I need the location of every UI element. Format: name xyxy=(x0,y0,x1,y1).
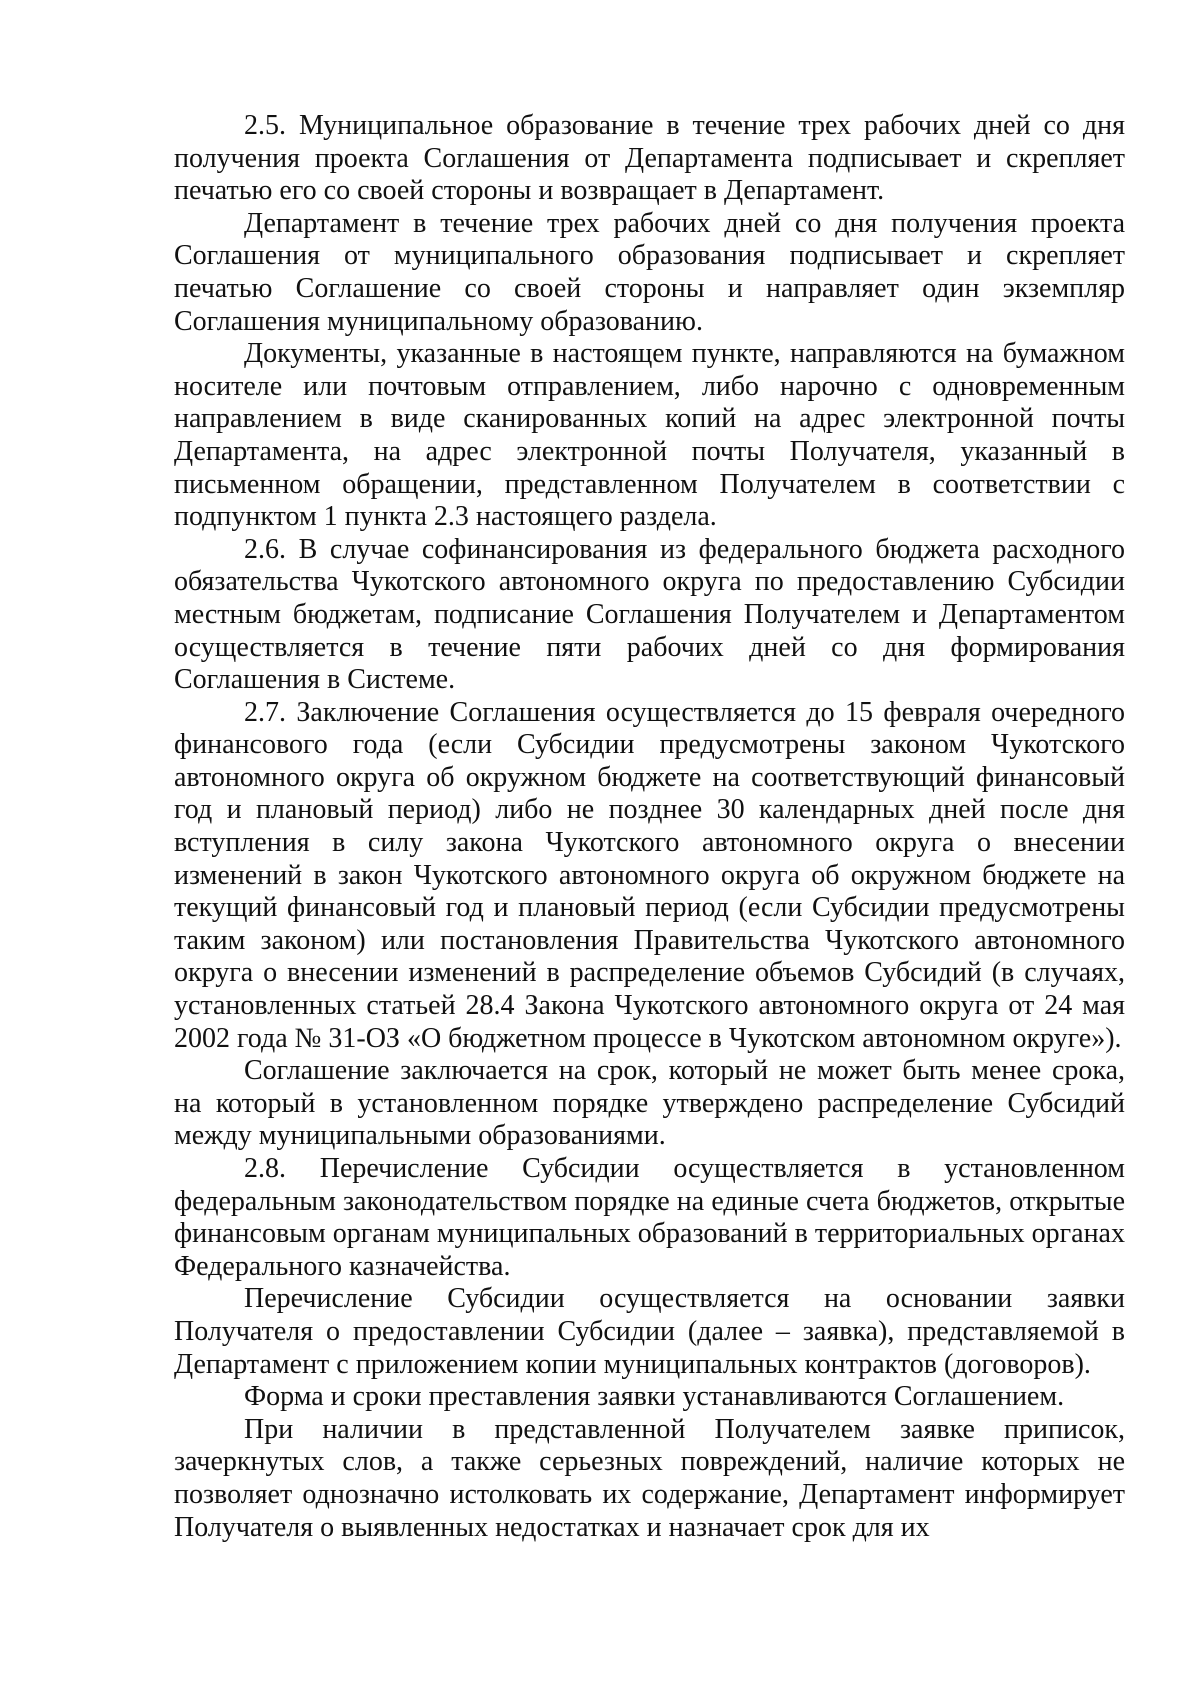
paragraph-transfer-basis: Перечисление Субсидии осуществляется на основании заявки Получателя о предоставлении Субсидии (далее – заявка), представляемой в Департамент с приложением копии муниципальных контрактов (договоров). xyxy=(174,1283,1125,1380)
paragraph-2-7: 2.7. Заключение Соглашения осуществляется до 15 февраля очередного финансового года (если Субсидии предусмотрены законом Чукотского автономного округа об окружном бюджете на соответствующий финансовый год и плановый период) либо не позднее 30 календарных дней после дня вступления в силу закона Чукотского автономного округа о внесении изменений в закон Чукотского автономного округа об окружном бюджете на текущий финансовый год и плановый период (если Субсидии предусмотрены таким законом) или постановления Правительства Чукотского автономного округа о внесении изменений в распределение объемов Субсидий (в случаях, установленных статьей 28.4 Закона Чукотского автономного округа от 24 мая 2002 года № 31-ОЗ «О бюджетном процессе в Чукотском автономном округе»). xyxy=(174,696,1125,1054)
paragraph-application-defects: При наличии в представленной Получателем заявке приписок, зачеркнутых слов, а также серьезных повреждений, наличие которых не позволяет однозначно истолковать их содержание, Департамент информирует Получателя о выявленных недостатках и назначает срок для их xyxy=(174,1413,1125,1543)
paragraph-department-signing: Департамент в течение трех рабочих дней со дня получения проекта Соглашения от муниципального образования подписывает и скрепляет печатью Соглашение со своей стороны и направляет один экземпляр Соглашения муниципальному образованию. xyxy=(174,207,1125,337)
paragraph-application-form: Форма и сроки преставления заявки устанавливаются Соглашением. xyxy=(244,1381,1065,1413)
paragraph-2-8: 2.8. Перечисление Субсидии осуществляется в установленном федеральным законодательством порядке на единые счета бюджетов, открытые финансовым органам муниципальных образований в территориальных органах Федерального казначейства. xyxy=(174,1153,1125,1282)
paragraph-2-6: 2.6. В случае софинансирования из федерального бюджета расходного обязательства Чукотского автономного округа по предоставлению Субсидии местным бюджетам, подписание Соглашения Получателем и Департаментом осуществляется в течение пяти рабочих дней со дня формирования Соглашения в Системе. xyxy=(174,533,1125,696)
document-body xyxy=(174,110,1125,1544)
paragraph-2-5: 2.5. Муниципальное образование в течение трех рабочих дней со дня получения проекта Соглашения от Департамента подписывает и скрепляет печатью его со своей стороны и возвращает в Департамент. xyxy=(174,110,1125,207)
paragraph-agreement-term: Соглашение заключается на срок, который не может быть менее срока, на который в установленном порядке утверждено распределение Субсидий между муниципальными образованиями. xyxy=(174,1055,1125,1152)
paragraph-documents-delivery: Документы, указанные в настоящем пункте, направляются на бумажном носителе или почтовым отправлением, либо нарочно с одновременным направлением в виде сканированных копий на адрес электронной почты Департамента, на адрес электронной почты Получателя, указанный в письменном обращении, представленном Получателем в соответствии с подпунктом 1 пункта 2.3 настоящего раздела. xyxy=(174,338,1125,533)
